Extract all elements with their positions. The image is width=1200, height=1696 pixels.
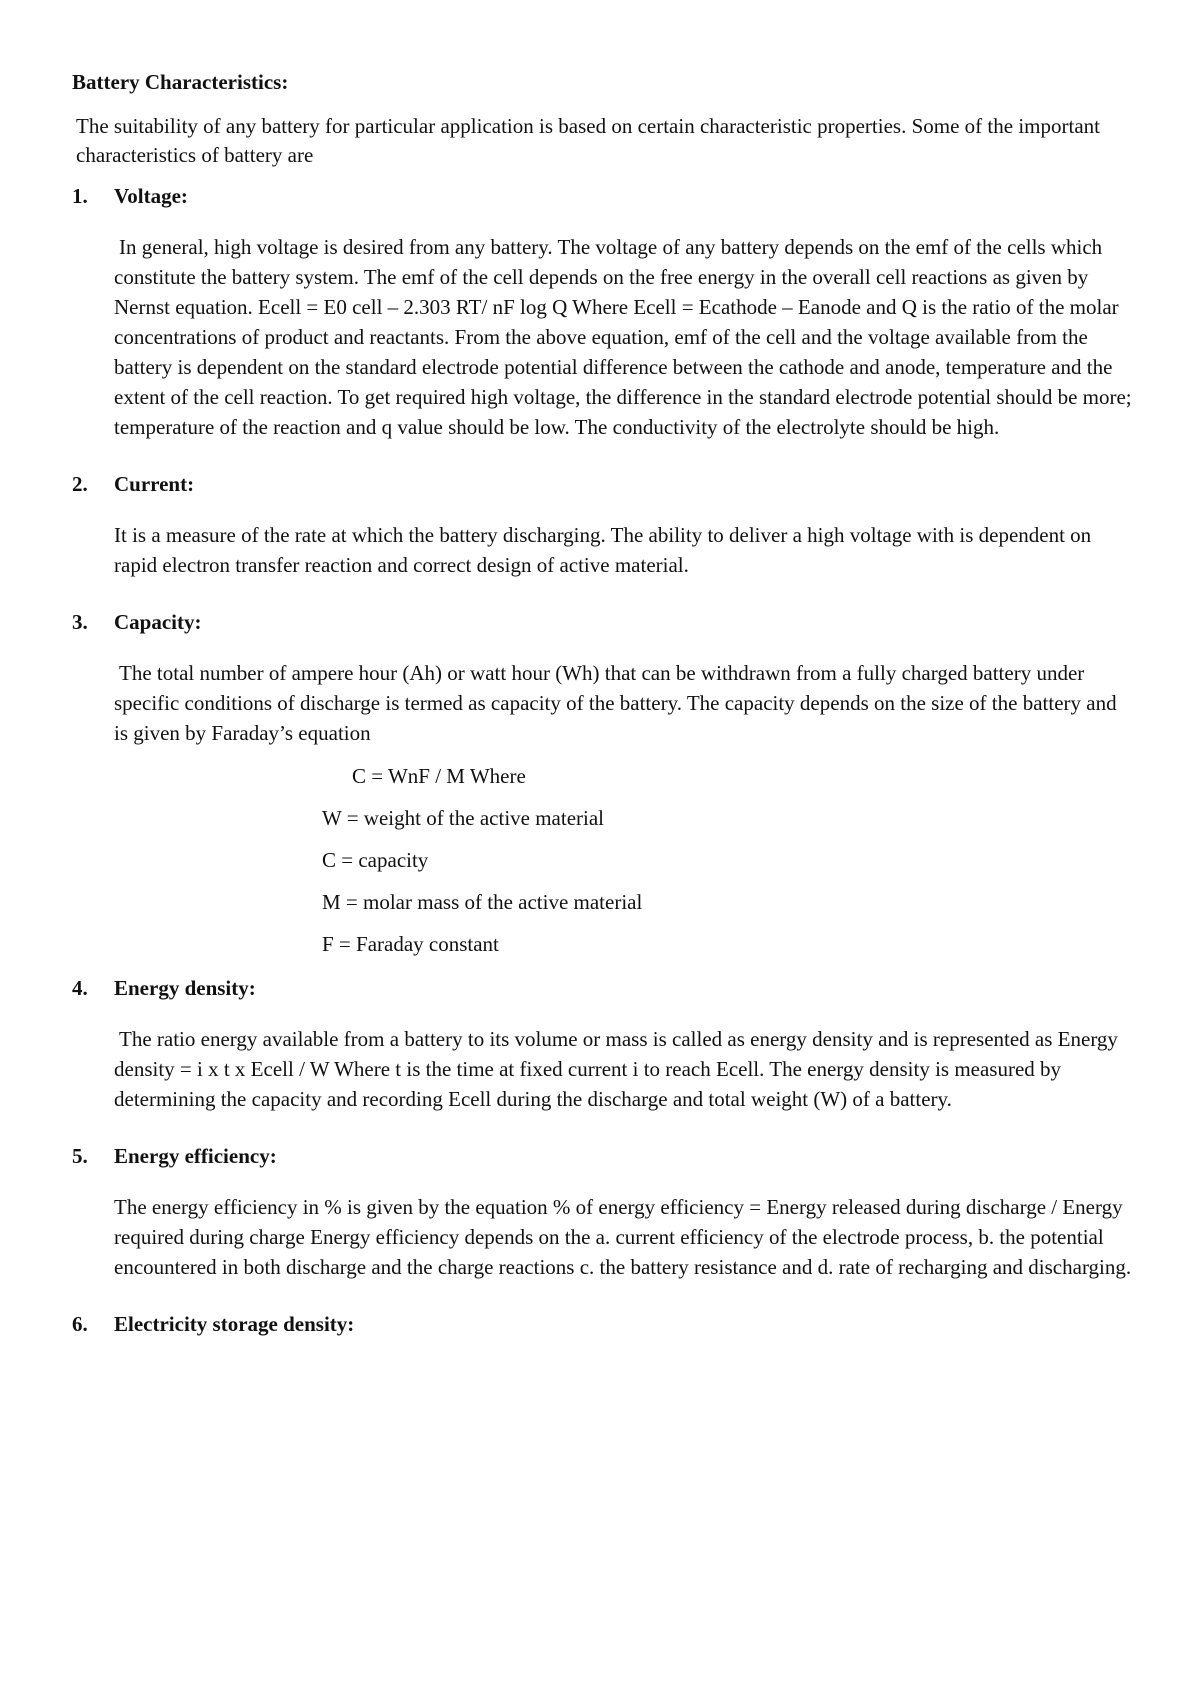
section-body: It is a measure of the rate at which the battery discharging. The ability to deliver a high voltage with is dependent on rapid electron transfer reaction and correct design of active material.: [114, 523, 1092, 577]
section-title: Energy density:: [114, 976, 256, 1000]
section-current: [72, 470, 1132, 580]
section-body: The ratio energy available from a battery to its volume or mass is called as energy density and is represented as Energy density = i x t x Ecell / W Where t is the time at fixed current i to reach Ecell. The energy density is measured by determining the capacity and recording Ecell during the discharge and total weight (W) of a battery.: [114, 1027, 1118, 1111]
section-heading: [72, 1310, 1132, 1338]
section-title: Voltage:: [114, 184, 188, 208]
section-body: The energy efficiency in % is given by the equation % of energy efficiency = Energy released during discharge / Energy required during charge Energy efficiency depends on the a. current efficiency of the electrode process, b. the potential encountered in both discharge and the charge reactions c. the battery resistance and d. rate of recharging and discharging.: [114, 1195, 1132, 1279]
section-body: In general, high voltage is desired from any battery. The voltage of any battery depends on the emf of the cells which constitute the battery system. The emf of the cell depends on the free energy in the overall cell reactions as given by Nernst equation. Ecell = E0 cell – 2.303 RT/ nF log Q Where Ecell = Ecathode – Eanode and Q is the ratio of the molar concentrations of product and reactants. From the above equation, emf of the cell and the voltage available from the battery is dependent on the standard electrode potential difference between the cathode and anode, temperature and the extent of the cell reaction. To get required high voltage, the difference in the standard electrode potential should be more; temperature of the reaction and q value should be low. The conductivity of the electrolyte should be high.: [114, 235, 1132, 439]
section-number: 5.: [72, 1144, 88, 1168]
section-number: 6.: [72, 1312, 88, 1336]
section-energy-density: [72, 974, 1132, 1114]
section-number: 3.: [72, 610, 88, 634]
formula-equation: C = WnF / M Where: [352, 764, 526, 788]
section-electricity-storage-density: [72, 1310, 1132, 1338]
section-energy-efficiency: [72, 1142, 1132, 1282]
section-title: Energy efficiency:: [114, 1144, 277, 1168]
section-capacity: [72, 608, 1132, 974]
formula-variable: W = weight of the active material: [322, 806, 605, 830]
section-heading: [72, 182, 1132, 210]
section-number: 2.: [72, 472, 88, 496]
section-body: The total number of ampere hour (Ah) or watt hour (Wh) that can be withdrawn from a fully charged battery under specific conditions of discharge is termed as capacity of the battery. The capacity depends on the size of the battery and is given by Faraday’s equation: [114, 661, 1117, 745]
document-page: [72, 68, 1132, 1338]
section-heading: [72, 608, 1132, 636]
section-voltage: [72, 182, 1132, 442]
section-title: Electricity storage density:: [114, 1312, 355, 1336]
formula-variable: F = Faraday constant: [322, 932, 499, 956]
formula-variable: C = capacity: [322, 848, 429, 872]
section-title: Current:: [114, 472, 195, 496]
section-heading: [72, 470, 1132, 498]
capacity-formula: [322, 762, 1132, 958]
section-number: 4.: [72, 976, 88, 1000]
section-heading: [72, 1142, 1132, 1170]
intro-paragraph: The suitability of any battery for particular application is based on certain characteristic properties. Some of the important characteristics of battery are: [76, 114, 1100, 167]
document-title: Battery Characteristics:: [72, 70, 289, 94]
section-heading: [72, 974, 1132, 1002]
section-title: Capacity:: [114, 610, 202, 634]
formula-variable: M = molar mass of the active material: [322, 890, 643, 914]
section-number: 1.: [72, 184, 88, 208]
